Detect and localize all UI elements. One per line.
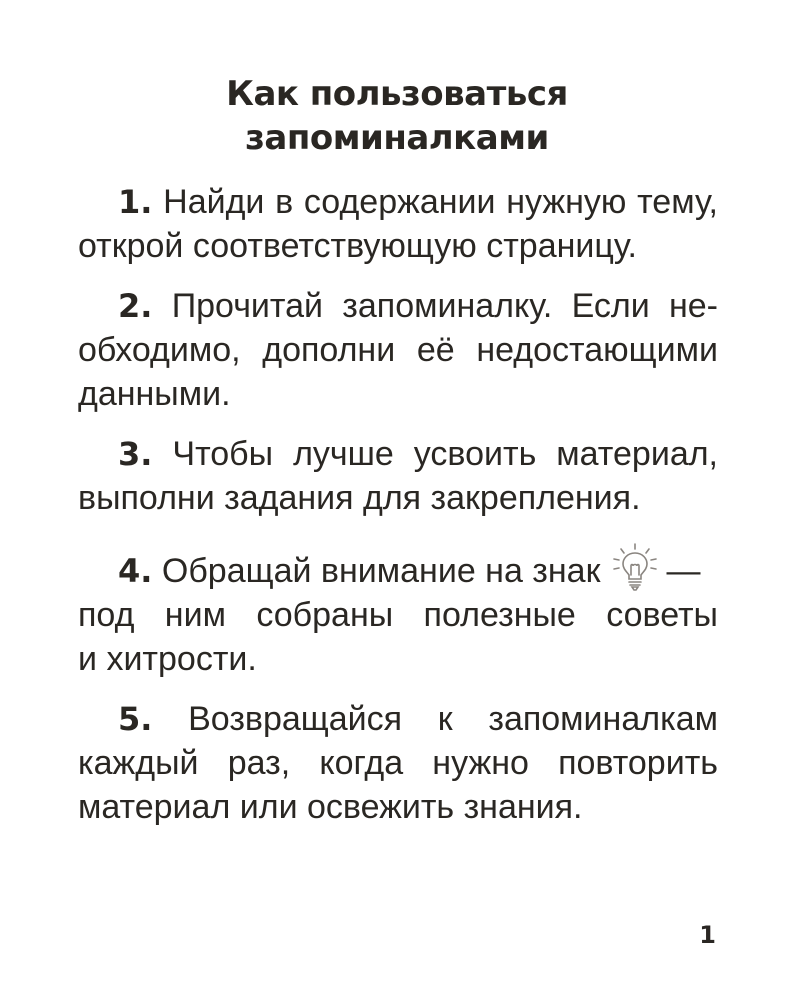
instruction-item-4 [78,542,718,681]
instruction-item-1 [78,180,718,268]
title-line-2: запоминалками [245,118,549,158]
item-2-text-line-3: данными. [78,375,231,413]
item-1-text-line-1: Найди в содержании нужную тему, [163,183,719,221]
item-3-line-1 [78,432,718,476]
instruction-item-2 [78,284,718,416]
item-5-text-line-2: каждый раз, когда нужно повторить [78,744,718,782]
item-4-number: 4. [118,552,153,590]
item-1-text-line-2: открой соответствующую страницу. [78,227,637,265]
title-line-1: Как пользоваться [226,74,568,114]
item-1-number: 1. [118,183,153,221]
item-3-text-line-2: выполни задания для закрепления. [78,479,641,517]
item-5-text-line-1: Возвращайся к запоминалкам [188,700,718,738]
page-number: 1 [699,921,716,949]
item-3-text-line-1: Чтобы лучше усвоить материал, [172,435,719,473]
item-4-text-line-3: и хитрости. [78,640,257,678]
item-4-text-line-2: под ним собраны полезные советы [78,596,718,634]
item-2-text-line-1: Прочитай запоминалку. Если не- [171,287,718,325]
item-2-text-line-2: обходимо, дополни её недостающими [78,331,718,369]
instruction-item-5 [78,697,718,829]
item-2-line-1 [78,284,718,328]
instruction-item-3 [78,432,718,520]
item-2-number: 2. [118,287,153,325]
item-4-text-line-1: Обращай внимание на знак [161,552,601,590]
item-5-text-line-3: материал или освежить знания. [78,788,583,826]
item-1-line-1 [78,180,718,224]
item-4-dash: — [666,552,701,590]
page-title [0,72,794,160]
lightbulb-icon [610,542,660,592]
item-5-line-1 [78,697,718,741]
item-3-number: 3. [118,435,153,473]
instructions-list [78,180,718,829]
item-4-line-1 [78,542,718,593]
item-5-number: 5. [118,700,153,738]
